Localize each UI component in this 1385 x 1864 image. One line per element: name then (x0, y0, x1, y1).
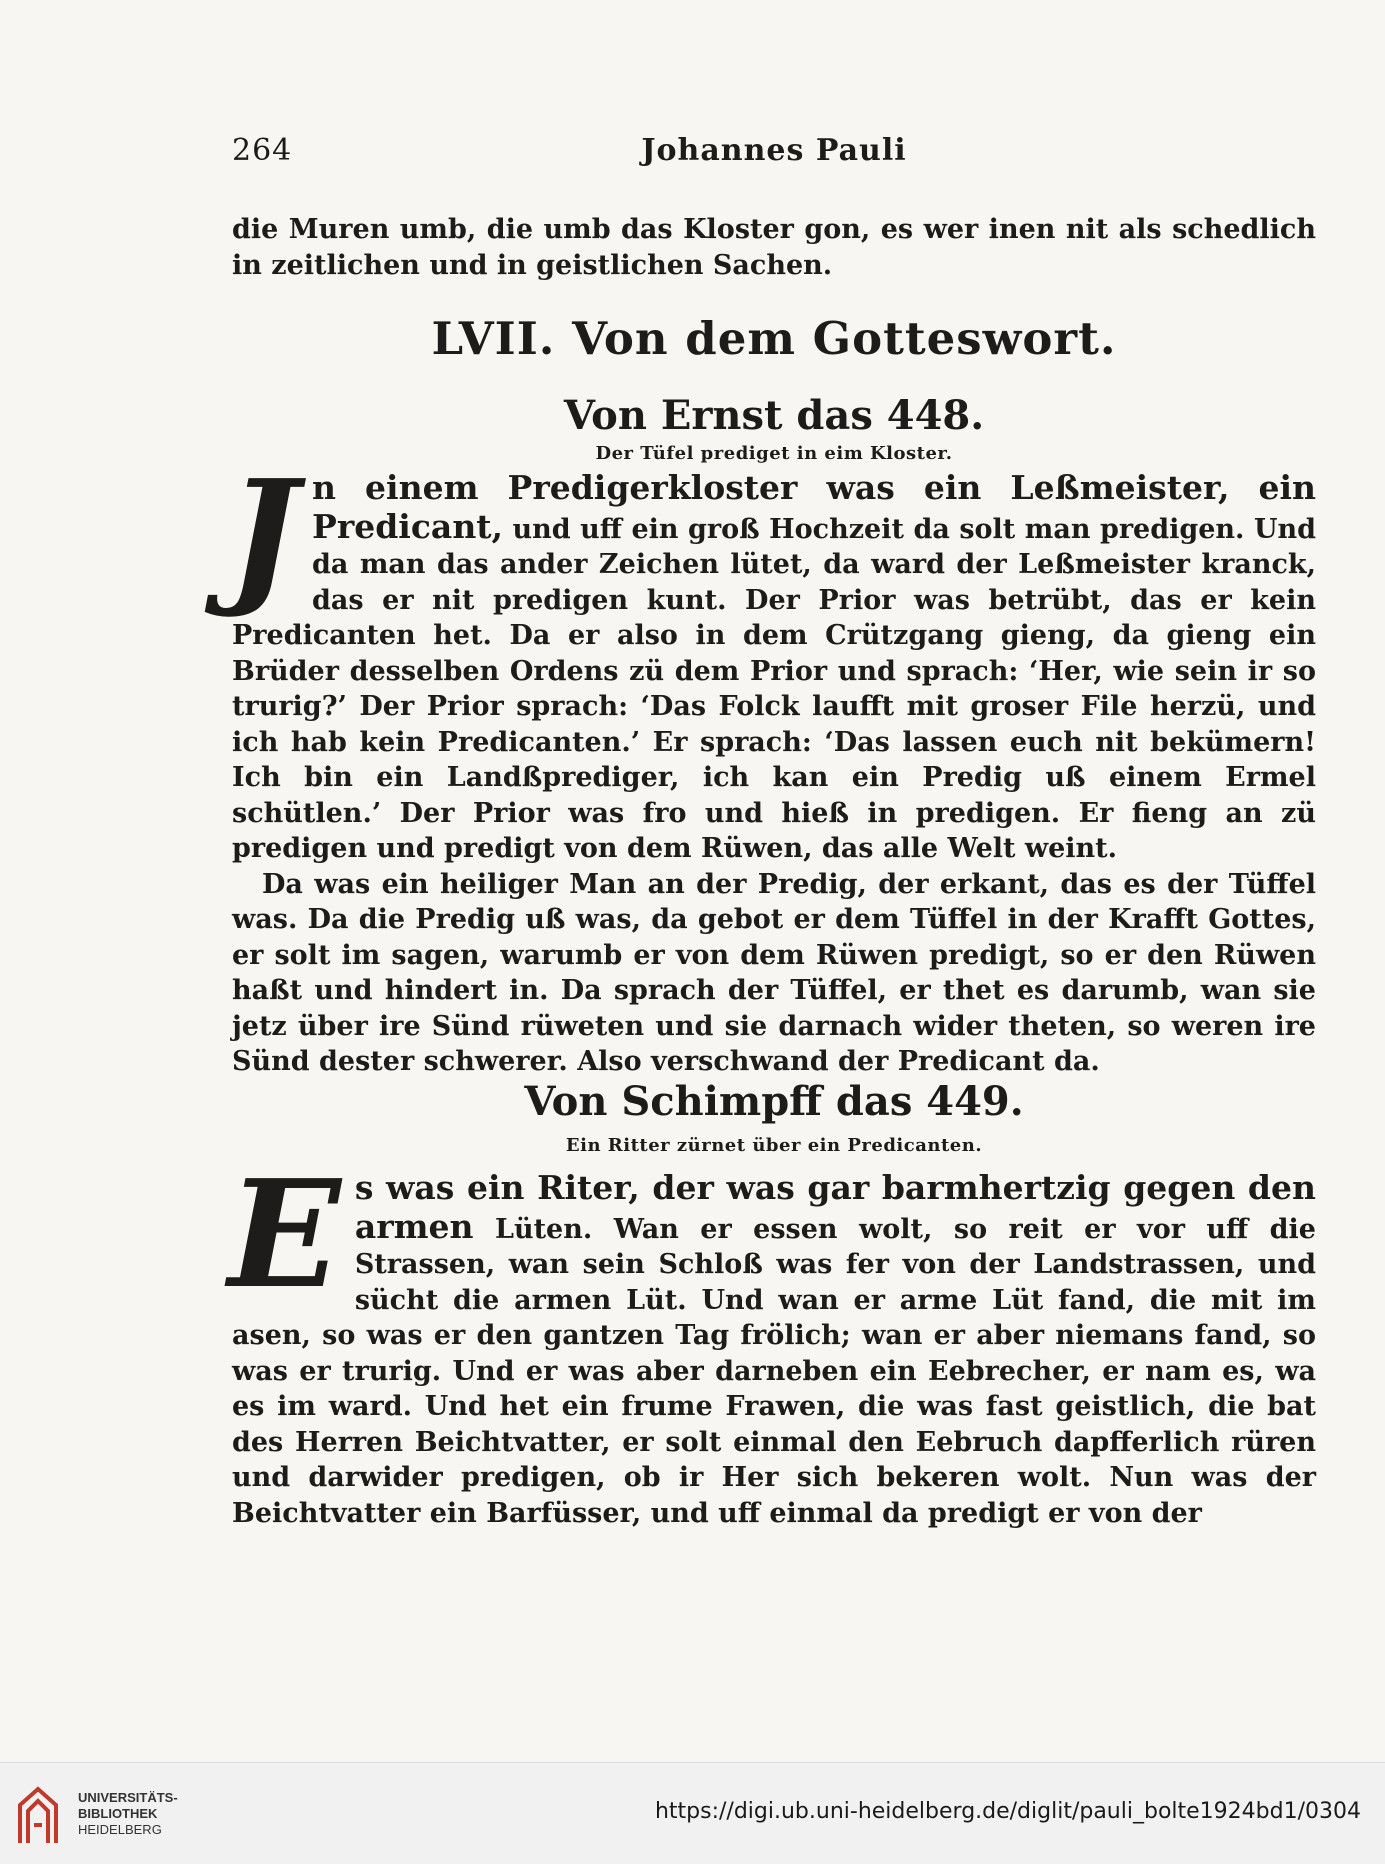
continuation-text (232, 212, 1316, 283)
logo-line-3: HEIDELBERG (78, 1822, 162, 1837)
story-summary-448: Der Tüfel prediget in eim Kloster. (595, 443, 953, 464)
continuation-paragraph: die Muren umb, die umb das Kloster gon, es wer inen nit als schedlich in zeitlichen und in geistlichen Sachen. (232, 214, 1316, 281)
source-url-link[interactable]: https://digi.ub.uni-heidelberg.de/diglit/pauli_bolte1924bd1/0304 (654, 1799, 1361, 1824)
page-number: 264 (232, 133, 293, 168)
story-lead-449: s was ein Riter, der was gar barmhertzig gegen den armen (354, 1168, 1316, 1246)
story-summary-449: Ein Ritter zürnet über ein Predicanten. (565, 1135, 983, 1156)
footer-bar (0, 1762, 1385, 1864)
story-title-449: Von Schimpff das 449. (524, 1078, 1024, 1125)
running-head: Johannes Pauli (641, 133, 907, 168)
library-logo-icon[interactable] (16, 1785, 60, 1847)
story-text-449 (228, 1147, 1316, 1531)
chapter-title: LVII. Von dem Gotteswort. (431, 312, 1117, 365)
story-title-448: Von Ernst das 448. (563, 392, 985, 439)
story-lead-448: n einem Predigerkloster was ein Leßmeister, ein Predicant, (312, 468, 1316, 546)
page-header (232, 133, 1316, 173)
logo-line-2: BIBLIOTHEK (78, 1806, 158, 1821)
library-logo-text[interactable] (78, 1790, 178, 1838)
story-paragraph-448-1: und uff ein groß Hochzeit da solt man predigen. Und da man das ander Zeichen lütet, da ward der Leßmeister kranck, das er nit predigen kunt. Der Prior was betrübt, das er kein Predicanten het. Da er also in dem Crützgang gieng, da gieng ein Brüder desselben Ordens zü dem Prior und sprach: ‘Her, wie sein ir so trurig?’ Der Prior sprach: ‘Das Folck laufft mit groser File herzü, und ich hab kein Predicanten.’ Er sprach: ‘Das lassen euch nit bekümern! Ich bin ein Landßprediger, ich kan ein Predig uß einem Ermel schütlen.’ Der Prior was fro und hieß in predigen. Er fieng an zü predigen und predigt von dem Rüwen, das alle Welt weint. (232, 513, 1316, 864)
story-paragraph-449-1: Lüten. Wan er essen wolt, so reit er vor uff die Strassen, wan sein Schloß was fer von der Landstrassen, und sücht die armen Lüt. Und wan er arme Lüt fand, die mit im asen, so was er den gantzen Tag frölich; wan er aber niemans fand, so was er trurig. Und er was aber darneben ein Eebrecher, er nam es, wa es im ward. Und het ein frume Frawen, die was fast geistlich, die bat des Herren Beichtvatter, er solt einmal den Eebruch dapfferlich rüren und darwider predigen, ob ir Her sich bekeren wolt. Nun was der Beichtvatter ein Barfüsser, und uff einmal da predigt er von der (232, 1213, 1316, 1529)
dropcap-e: E (228, 1147, 341, 1321)
logo-line-1: UNIVERSITÄTS- (78, 1790, 178, 1805)
dropcap-j: J (228, 447, 299, 621)
story-paragraph-448-2: Da was ein heiliger Man an der Predig, der erkant, das es der Tüffel was. Da die Predig uß was, da gebot er dem Tüffel in der Krafft Gottes, er solt im sagen, warumb er von dem Rüwen predigt, so er den Rüwen haßt und hindert in. Da sprach der Tüffel, er thet es darumb, wan sie jetz über ire Sünd rüweten und sie darnach wider theten, so weren ire Sünd dester schwerer. Also verschwand der Predicant da. (232, 868, 1316, 1077)
